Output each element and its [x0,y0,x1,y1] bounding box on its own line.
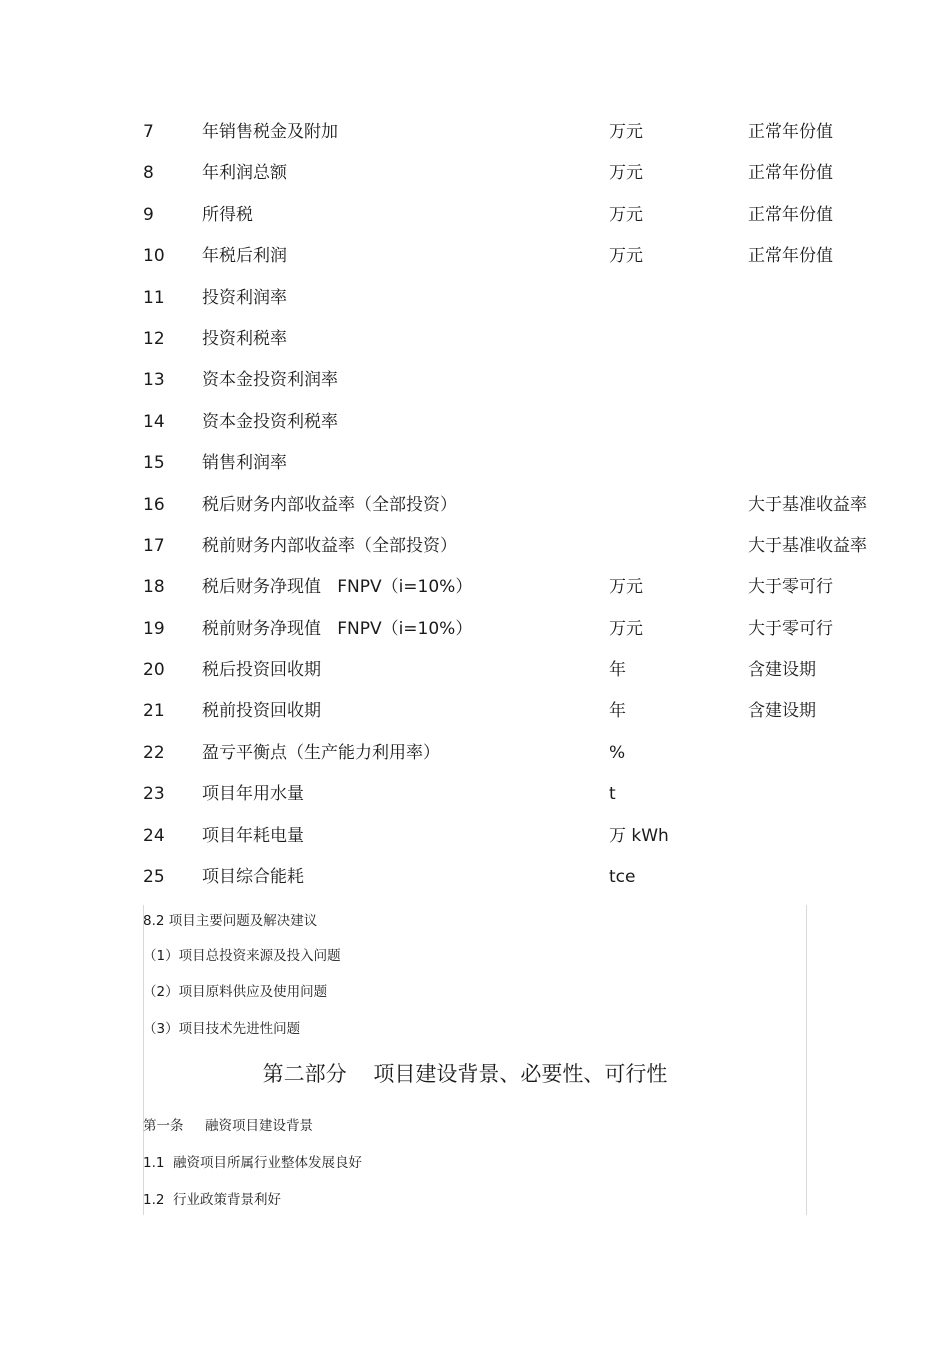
row-number: 17 [143,535,165,556]
row-indicator-name: 税后投资回收期 [202,660,321,681]
table-row [0,195,950,236]
row-unit: 万元 [609,246,643,267]
section-8-2-item-3: （3）项目技术先进性问题 [143,1021,301,1037]
row-number: 9 [143,204,154,225]
row-indicator-name: 税前投资回收期 [202,701,321,722]
table-row [0,236,950,277]
row-number: 19 [143,618,165,639]
row-note: 大于基准收益率 [748,535,867,556]
row-indicator-name: 投资利税率 [202,328,287,349]
row-number: 14 [143,411,165,432]
row-indicator-name: 资本金投资利税率 [202,411,338,432]
row-note: 正常年份值 [748,204,833,225]
row-unit: 万元 [609,163,643,184]
row-indicator-name: 资本金投资利润率 [202,370,338,391]
indicator-table [0,112,950,898]
row-number: 20 [143,660,165,681]
section-8-2-heading: 8.2 项目主要问题及解决建议 [143,913,318,929]
row-note: 大于零可行 [748,577,833,598]
row-number: 23 [143,784,165,805]
row-unit: 年 [609,660,626,681]
table-row [0,402,950,443]
row-indicator-name: 年税后利润 [202,246,287,267]
table-row [0,443,950,484]
row-number: 18 [143,577,165,598]
row-note: 含建设期 [748,701,816,722]
row-indicator-name: 税前财务内部收益率（全部投资） [202,535,457,556]
table-row [0,857,950,898]
row-note: 大于基准收益率 [748,494,867,515]
table-row [0,609,950,650]
row-unit: 年 [609,701,626,722]
row-unit: tce [609,867,636,888]
row-number: 16 [143,494,165,515]
table-row [0,153,950,194]
table-row [0,360,950,401]
row-number: 12 [143,328,165,349]
row-number: 11 [143,287,165,308]
row-number: 24 [143,825,165,846]
row-indicator-name: 盈亏平衡点（生产能力利用率） [202,742,440,763]
row-indicator-name: 销售利润率 [202,453,287,474]
row-number: 25 [143,867,165,888]
article-1-heading: 第一条 融资项目建设背景 [143,1118,313,1134]
row-unit: 万元 [609,204,643,225]
table-row [0,733,950,774]
row-unit: 万元 [609,618,643,639]
row-number: 21 [143,701,165,722]
table-row [0,278,950,319]
row-indicator-name: 年销售税金及附加 [202,122,338,142]
row-unit: 万 kWh [609,825,669,846]
row-indicator-name: 投资利润率 [202,287,287,308]
table-row [0,567,950,608]
table-row [0,112,950,153]
row-number: 13 [143,370,165,391]
table-row [0,526,950,567]
table-row [0,774,950,815]
table-row [0,691,950,732]
row-indicator-name: 年利润总额 [202,163,287,184]
table-row [0,650,950,691]
row-number: 8 [143,163,154,184]
row-unit: 万元 [609,122,643,142]
row-unit: t [609,784,616,805]
row-indicator-name: 项目年耗电量 [202,825,304,846]
row-indicator-name: 税后财务净现值 FNPV（i=10%） [202,577,473,598]
row-number: 10 [143,246,165,267]
row-note: 含建设期 [748,660,816,681]
part-two-title: 第二部分 项目建设背景、必要性、可行性 [262,1062,668,1086]
row-indicator-name: 项目年用水量 [202,784,304,805]
row-number: 7 [143,122,154,142]
row-unit: % [609,742,626,763]
row-note: 正常年份值 [748,163,833,184]
row-number: 22 [143,742,165,763]
article-1-item-2: 1.2 行业政策背景利好 [143,1192,282,1208]
row-unit: 万元 [609,577,643,598]
row-indicator-name: 税前财务净现值 FNPV（i=10%） [202,618,473,639]
row-note: 正常年份值 [748,122,833,142]
table-row [0,319,950,360]
row-indicator-name: 税后财务内部收益率（全部投资） [202,494,457,515]
table-row [0,816,950,857]
row-indicator-name: 所得税 [202,204,253,225]
article-1-item-1: 1.1 融资项目所属行业整体发展良好 [143,1155,363,1171]
section-8-2-item-1: （1）项目总投资来源及投入问题 [143,948,341,964]
row-note: 大于零可行 [748,618,833,639]
table-row [0,485,950,526]
section-8-2-item-2: （2）项目原料供应及使用问题 [143,984,328,1000]
row-note: 正常年份值 [748,246,833,267]
row-indicator-name: 项目综合能耗 [202,867,304,888]
row-number: 15 [143,453,165,474]
